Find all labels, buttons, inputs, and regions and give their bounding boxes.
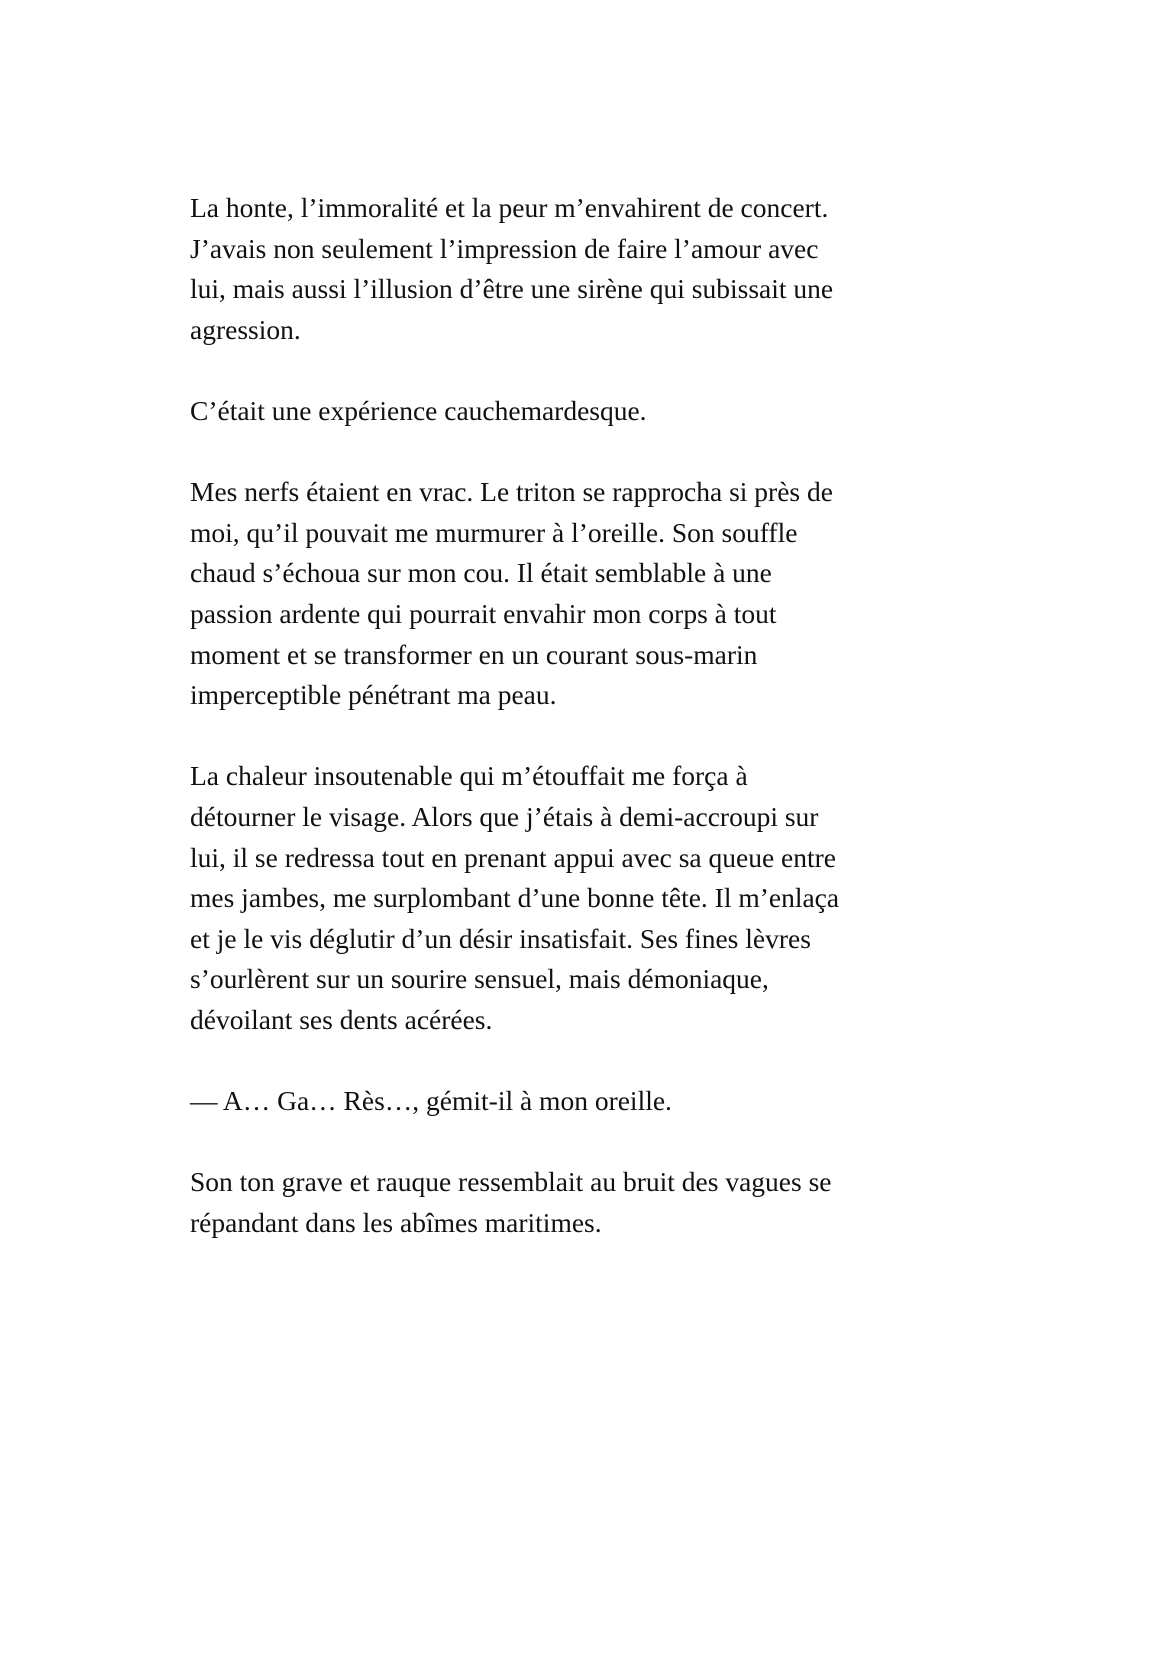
paragraph-2 xyxy=(190,391,930,432)
text-line: moment et se transformer en un courant sous-marin xyxy=(190,638,758,670)
text-line: détourner le visage. Alors que j’étais à demi-accroupi sur xyxy=(190,800,819,832)
text-line: Son ton grave et rauque ressemblait au bruit des vagues se xyxy=(190,1166,832,1198)
text-line: La honte, l’immoralité et la peur m’envahirent de concert. xyxy=(190,192,829,223)
text-line: moi, qu’il pouvait me murmurer à l’oreille. Son souffle xyxy=(190,516,798,548)
paragraph-1 xyxy=(190,188,930,350)
text-line: Mes nerfs étaient en vrac. Le triton se rapprocha si près de xyxy=(190,476,833,508)
text-line: passion ardente qui pourrait envahir mon corps à tout xyxy=(190,597,777,629)
paragraph-6 xyxy=(190,1162,930,1243)
text-line: dévoilant ses dents acérées. xyxy=(190,1003,493,1035)
document-page xyxy=(190,188,930,1284)
text-line: répandant dans les abîmes maritimes. xyxy=(190,1206,602,1238)
text-line: s’ourlèrent sur un sourire sensuel, mais démoniaque, xyxy=(190,963,769,995)
text-line: lui, il se redressa tout en prenant appui avec sa queue entre xyxy=(190,841,836,873)
text-line: C’était une expérience cauchemardesque. xyxy=(190,394,647,426)
paragraph-4 xyxy=(190,756,930,1040)
text-line: agression. xyxy=(190,313,301,345)
text-line: J’avais non seulement l’impression de faire l’amour avec xyxy=(190,232,819,264)
text-line: mes jambes, me surplombant d’une bonne tête. Il m’enlaça xyxy=(190,882,840,914)
paragraph-5-dialogue xyxy=(190,1081,930,1122)
text-line: — A… Ga… Rès…, gémit-il à mon oreille. xyxy=(190,1085,672,1117)
text-line: La chaleur insoutenable qui m’étouffait me força à xyxy=(190,760,748,792)
text-line: chaud s’échoua sur mon cou. Il était semblable à une xyxy=(190,557,772,589)
text-line: lui, mais aussi l’illusion d’être une sirène qui subissait une xyxy=(190,273,834,305)
text-line: et je le vis déglutir d’un désir insatisfait. Ses fines lèvres xyxy=(190,922,811,954)
paragraph-3 xyxy=(190,472,930,716)
text-line: imperceptible pénétrant ma peau. xyxy=(190,679,557,711)
